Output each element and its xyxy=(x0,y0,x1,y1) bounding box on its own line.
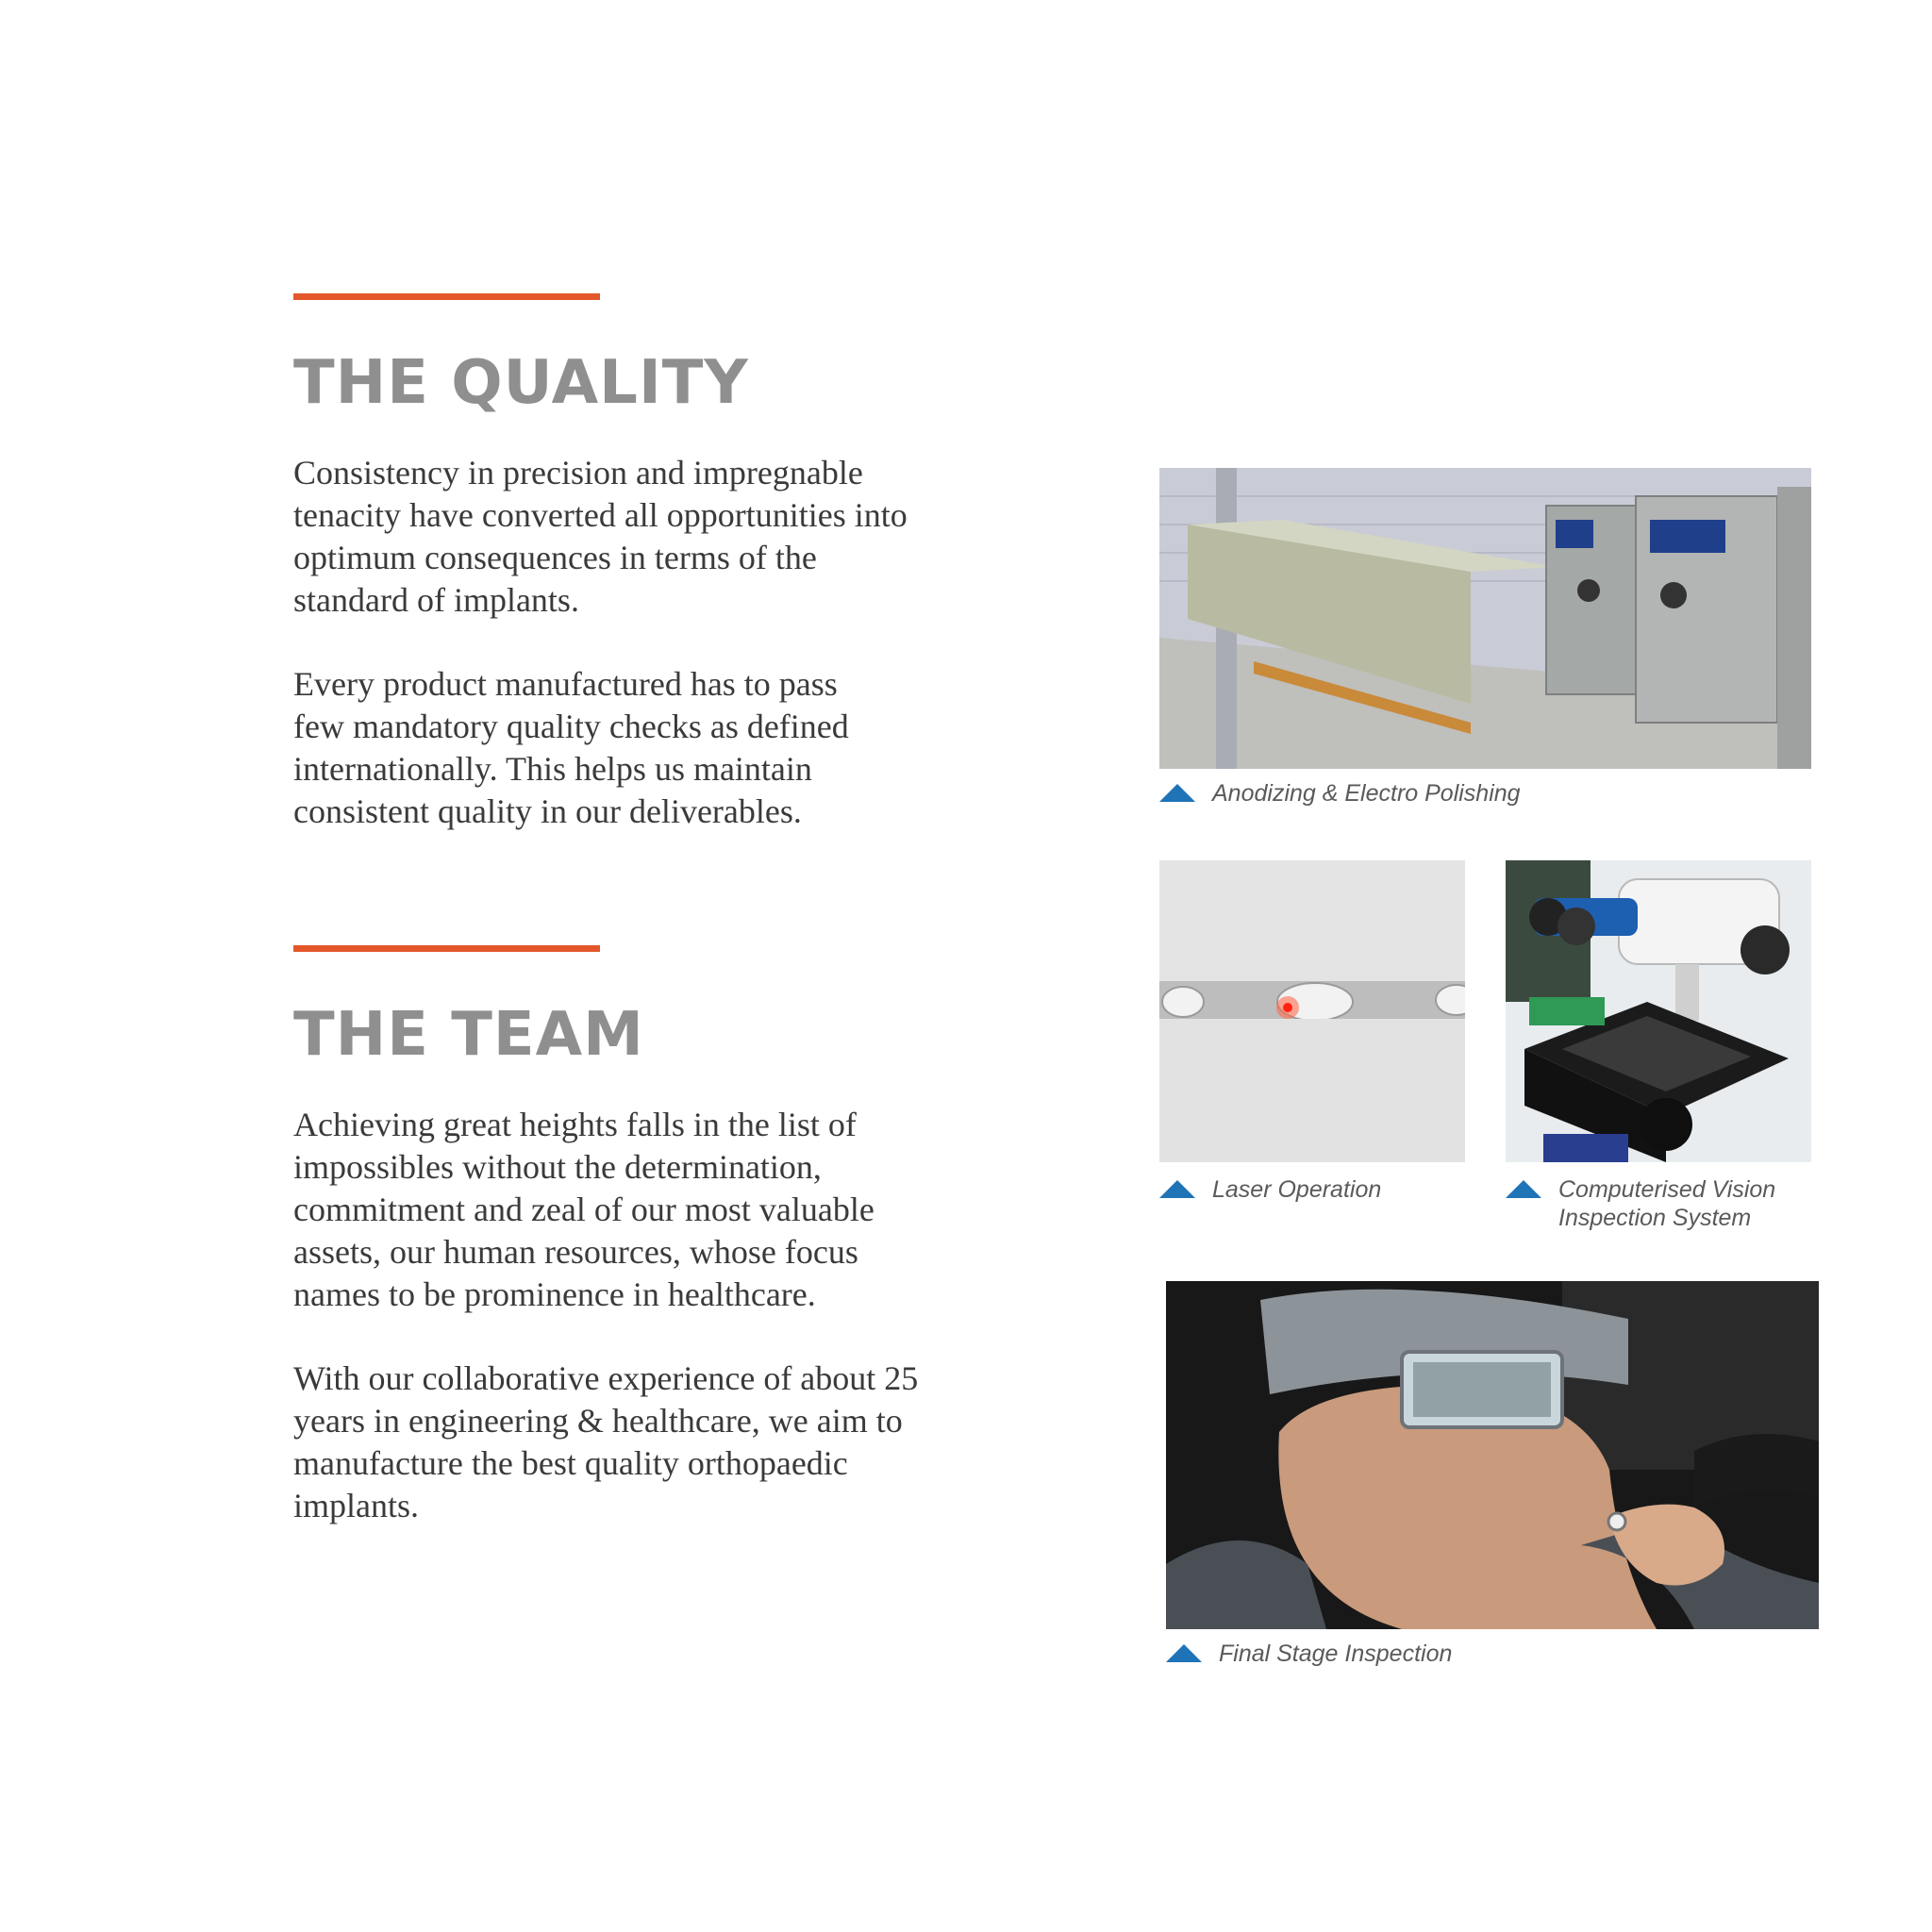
laser-caption xyxy=(1159,1175,1381,1204)
vision-system-photo xyxy=(1506,860,1811,1162)
anodizing-caption xyxy=(1159,779,1521,808)
anodizing-caption-text: Anodizing & Electro Polishing xyxy=(1212,780,1521,807)
anodizing-photo xyxy=(1159,468,1811,769)
caption-triangle-icon xyxy=(1159,1180,1195,1198)
vision-system-caption xyxy=(1506,1175,1775,1232)
caption-triangle-icon xyxy=(1159,784,1195,802)
final-inspection-caption-text: Final Stage Inspection xyxy=(1219,1641,1453,1667)
final-inspection-photo xyxy=(1166,1281,1819,1629)
caption-triangle-icon xyxy=(1506,1180,1541,1198)
vision-caption-line-2: Inspection System xyxy=(1558,1205,1752,1231)
team-heading: THE TEAM xyxy=(293,1000,644,1070)
quality-paragraph-1: Consistency in precision and impregnable tenacity have converted all opportunities into optimum consequences in terms of the standard of implants. xyxy=(293,454,908,619)
quality-accent-rule xyxy=(293,293,600,300)
team-accent-rule xyxy=(293,945,600,952)
vision-caption-line-1: Computerised Vision xyxy=(1558,1176,1776,1203)
team-paragraph-2: With our collaborative experience of about 25 years in engineering & healthcare, we aim to manufacture the best quality orthopaedic implants. xyxy=(293,1359,919,1524)
laser-photo xyxy=(1159,860,1465,1162)
quality-heading: THE QUALITY xyxy=(293,348,749,418)
quality-paragraph-2: Every product manufactured has to pass few mandatory quality checks as defined internationally. This helps us maintain consistent quality in our deliverables. xyxy=(293,665,849,830)
laser-caption-text: Laser Operation xyxy=(1212,1176,1382,1203)
caption-triangle-icon xyxy=(1166,1644,1202,1662)
team-paragraph-1: Achieving great heights falls in the list of impossibles without the determination, commitment and zeal of our most valuable assets, our human resources, whose focus names to be prominence in healthcare. xyxy=(293,1106,874,1313)
final-inspection-caption xyxy=(1166,1640,1452,1668)
